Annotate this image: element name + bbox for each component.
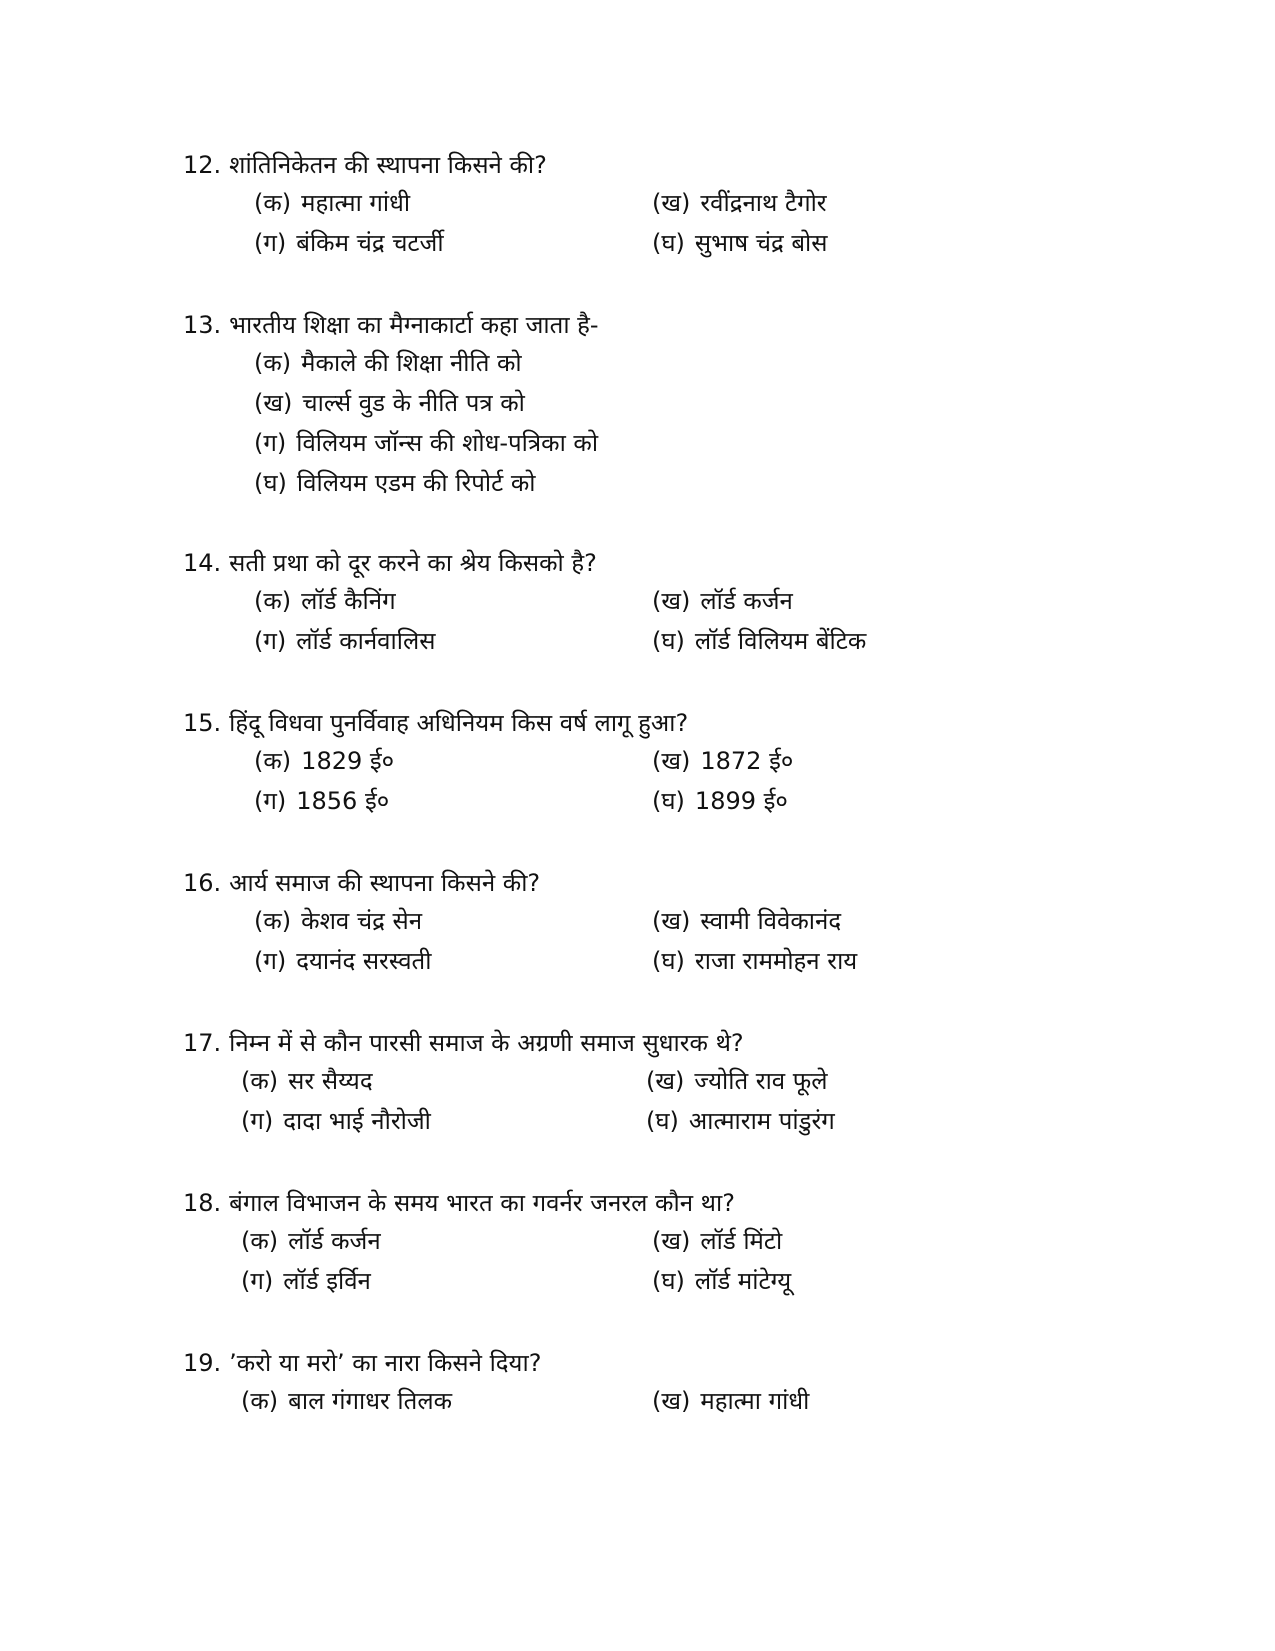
- option-kha: [652, 906, 841, 936]
- option-label: (घ): [652, 627, 685, 655]
- option-text: लॉर्ड मांटेग्यू: [694, 1267, 792, 1295]
- option-gha: [254, 468, 536, 498]
- option-label: (ग): [241, 1107, 274, 1135]
- option-text: दादा भाई नौरोजी: [283, 1107, 431, 1135]
- option-kha: [652, 1226, 782, 1256]
- question-stem: आर्य समाज की स्थापना किसने की?: [229, 869, 541, 897]
- option-label: (घ): [646, 1107, 679, 1135]
- option-kha: [652, 586, 793, 616]
- option-ga: [254, 946, 431, 976]
- option-text: 1829 ई०: [301, 747, 395, 775]
- option-label: (ग): [254, 627, 287, 655]
- question-stem: हिंदू विधवा पुनर्विवाह अधिनियम किस वर्ष लागू हुआ?: [229, 709, 689, 737]
- option-text: ज्योति राव फूले: [694, 1067, 828, 1095]
- option-label: (क): [254, 189, 292, 217]
- option-gha: [652, 786, 788, 816]
- option-gha: [652, 1266, 791, 1296]
- option-text: लॉर्ड कार्नवालिस: [296, 627, 436, 655]
- option-label: (क): [254, 587, 292, 615]
- option-ka: [241, 1066, 373, 1096]
- question-text: [183, 150, 547, 180]
- option-text: विलियम एडम की रिपोर्ट को: [296, 469, 536, 497]
- question-text: [183, 868, 540, 898]
- option-text: विलियम जॉन्स की शोध-पत्रिका को: [296, 429, 599, 457]
- option-gha: [652, 626, 866, 656]
- option-label: (ख): [652, 747, 691, 775]
- option-kha: [652, 746, 793, 776]
- option-ka: [241, 1386, 452, 1416]
- option-label: (घ): [254, 469, 287, 497]
- option-text: मैकाले की शिक्षा नीति को: [301, 349, 522, 377]
- question-text: [183, 1028, 744, 1058]
- option-text: दयानंद सरस्वती: [296, 947, 432, 975]
- option-ga: [254, 786, 389, 816]
- option-text: राजा राममोहन राय: [694, 947, 858, 975]
- option-label: (क): [241, 1067, 279, 1095]
- option-label: (ख): [652, 189, 691, 217]
- option-ka: [254, 906, 422, 936]
- option-text: चार्ल्स वुड के नीति पत्र को: [302, 389, 525, 417]
- option-label: (घ): [652, 229, 685, 257]
- option-text: सुभाष चंद्र बोस: [694, 229, 828, 257]
- question-number: 12.: [183, 151, 222, 179]
- option-text: आत्माराम पांडुरंग: [688, 1107, 835, 1135]
- option-text: लॉर्ड मिंटो: [700, 1227, 783, 1255]
- option-text: केशव चंद्र सेन: [301, 907, 423, 935]
- question-stem: शांतिनिकेतन की स्थापना किसने की?: [229, 151, 547, 179]
- option-kha: [652, 188, 827, 218]
- option-label: (ग): [254, 787, 287, 815]
- option-text: रवींद्रनाथ टैगोर: [700, 189, 827, 217]
- question-number: 16.: [183, 869, 222, 897]
- option-label: (घ): [652, 787, 685, 815]
- option-text: 1856 ई०: [296, 787, 390, 815]
- question-number: 19.: [183, 1349, 222, 1377]
- option-text: स्वामी विवेकानंद: [700, 907, 842, 935]
- option-label: (क): [254, 907, 292, 935]
- option-label: (क): [241, 1387, 279, 1415]
- option-kha: [646, 1066, 828, 1096]
- option-text: लॉर्ड विलियम बेंटिक: [694, 627, 867, 655]
- option-label: (क): [241, 1227, 279, 1255]
- option-text: लॉर्ड कर्जन: [288, 1227, 381, 1255]
- option-gha: [652, 228, 828, 258]
- option-text: लॉर्ड इर्विन: [283, 1267, 371, 1295]
- option-label: (घ): [652, 1267, 685, 1295]
- option-label: (ख): [646, 1067, 685, 1095]
- question-number: 17.: [183, 1029, 222, 1057]
- option-kha: [652, 1386, 809, 1416]
- option-ga: [241, 1266, 371, 1296]
- question-number: 14.: [183, 549, 222, 577]
- question-stem: बंगाल विभाजन के समय भारत का गवर्नर जनरल कौन था?: [229, 1189, 735, 1217]
- option-label: (ख): [652, 587, 691, 615]
- option-label: (ख): [652, 1227, 691, 1255]
- option-text: 1899 ई०: [694, 787, 788, 815]
- option-label: (ग): [254, 229, 287, 257]
- option-text: लॉर्ड कैनिंग: [301, 587, 396, 615]
- question-number: 13.: [183, 311, 222, 339]
- option-ka: [254, 586, 396, 616]
- option-ga: [254, 228, 444, 258]
- option-ka: [241, 1226, 381, 1256]
- option-ka: [254, 188, 410, 218]
- option-gha: [646, 1106, 835, 1136]
- option-text: बाल गंगाधर तिलक: [288, 1387, 453, 1415]
- option-text: महात्मा गांधी: [301, 189, 411, 217]
- option-label: (क): [254, 747, 292, 775]
- option-kha: [254, 388, 525, 418]
- option-label: (ग): [241, 1267, 274, 1295]
- option-label: (ग): [254, 429, 287, 457]
- question-text: [183, 1348, 541, 1378]
- question-text: [183, 310, 599, 340]
- option-label: (घ): [652, 947, 685, 975]
- option-ga: [254, 626, 435, 656]
- option-label: (ख): [652, 1387, 691, 1415]
- option-text: महात्मा गांधी: [700, 1387, 810, 1415]
- option-ga: [241, 1106, 431, 1136]
- option-ga: [254, 428, 598, 458]
- question-number: 18.: [183, 1189, 222, 1217]
- question-stem: भारतीय शिक्षा का मैग्नाकार्टा कहा जाता है-: [229, 311, 599, 339]
- question-text: [183, 1188, 735, 1218]
- question-text: [183, 548, 597, 578]
- option-ka: [254, 746, 394, 776]
- option-label: (ग): [254, 947, 287, 975]
- question-text: [183, 708, 688, 738]
- question-number: 15.: [183, 709, 222, 737]
- option-text: लॉर्ड कर्जन: [700, 587, 793, 615]
- option-label: (क): [254, 349, 292, 377]
- option-text: 1872 ई०: [700, 747, 794, 775]
- option-text: बंकिम चंद्र चटर्जी: [296, 229, 444, 257]
- question-stem: ’करो या मरो’ का नारा किसने दिया?: [229, 1349, 542, 1377]
- option-gha: [652, 946, 857, 976]
- option-label: (ख): [652, 907, 691, 935]
- question-stem: सती प्रथा को दूर करने का श्रेय किसको है?: [229, 549, 597, 577]
- option-text: सर सैय्यद: [288, 1067, 373, 1095]
- option-ka: [254, 348, 522, 378]
- option-label: (ख): [254, 389, 293, 417]
- question-stem: निम्न में से कौन पारसी समाज के अग्रणी समाज सुधारक थे?: [229, 1029, 744, 1057]
